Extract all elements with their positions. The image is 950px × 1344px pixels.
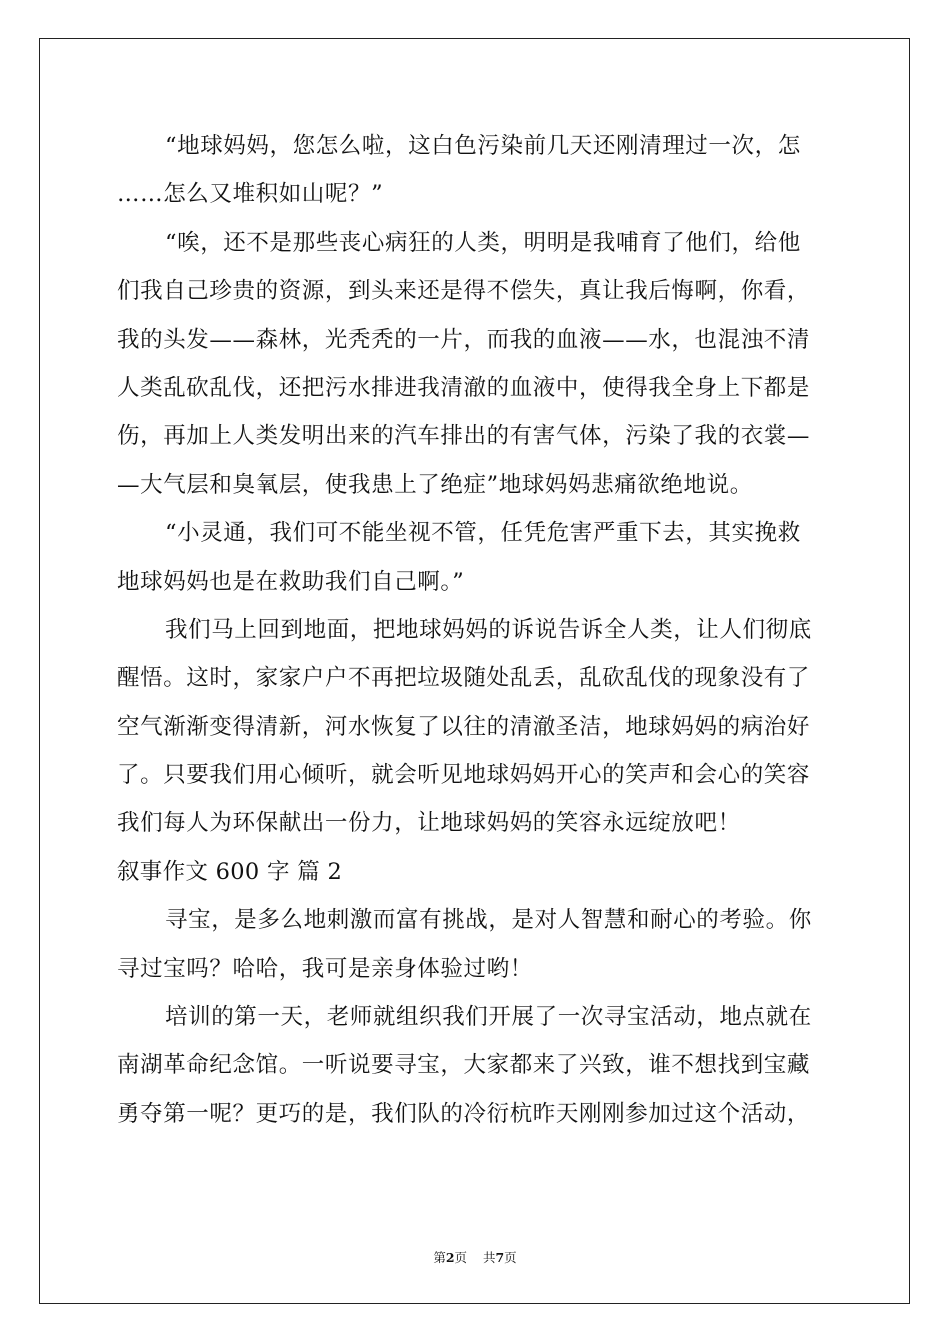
text-line: 寻宝，是多么地刺激而富有挑战，是对人智慧和耐心的考验。你 xyxy=(165,907,812,934)
text-line: —大气层和臭氧层，使我患上了绝症”地球妈妈悲痛欲绝地说。 xyxy=(117,471,753,498)
footer-page-number: 2 xyxy=(445,1250,455,1265)
footer-total-prefix: 共 xyxy=(482,1250,496,1265)
text-line: 寻过宝吗？哈哈，我可是亲身体验过哟！ xyxy=(117,955,533,982)
text-line: 我们每人为环保献出一份力，让地球妈妈的笑容永远绽放吧！ xyxy=(117,810,741,837)
text-line: 我们马上回到地面，把地球妈妈的诉说告诉全人类，让人们彻底 xyxy=(165,616,812,643)
text-line: ……怎么又堆积如山呢？” xyxy=(117,181,384,208)
text-line: 地球妈妈也是在救助我们自己啊。” xyxy=(117,568,465,595)
text-line: 南湖革命纪念馆。一听说要寻宝，大家都来了兴致，谁不想找到宝藏 xyxy=(117,1052,811,1079)
text-line: 伤，再加上人类发明出来的汽车排出的有害气体，污染了我的衣裳— xyxy=(117,423,811,450)
footer-prefix: 第 xyxy=(433,1250,446,1265)
footer-total-unit: 页 xyxy=(504,1250,517,1265)
text-line: 我的头发——森林，光秃秃的一片，而我的血液——水，也混浊不清 xyxy=(117,326,811,353)
text-line: 醒悟。这时，家家户户不再把垃圾随处乱丢，乱砍乱伐的现象没有了 xyxy=(117,665,811,692)
document-body xyxy=(117,131,835,1147)
text-line: 培训的第一天，老师就组织我们开展了一次寻宝活动，地点就在 xyxy=(165,1004,812,1031)
section-heading: 叙事作文 600 字 篇 2 xyxy=(117,858,343,885)
text-line: “地球妈妈，您怎么啦，这白色污染前几天还刚清理过一次，怎 xyxy=(165,133,801,159)
text-line: “唉，还不是那些丧心病狂的人类，明明是我哺育了他们，给他 xyxy=(165,229,801,256)
text-line: 们我自己珍贵的资源，到头来还是得不偿失，真让我后悔啊，你看， xyxy=(117,278,811,305)
footer-total-pages: 7 xyxy=(495,1250,505,1265)
footer-page-unit: 页 xyxy=(454,1250,468,1265)
text-line: 人类乱砍乱伐，还把污水排进我清澈的血液中，使得我全身上下都是 xyxy=(117,374,811,401)
text-line: 勇夺第一呢？更巧的是，我们队的冷衍杭昨天刚刚参加过这个活动， xyxy=(117,1100,811,1127)
text-line: 了。只要我们用心倾听，就会听见地球妈妈开心的笑声和会心的笑容 xyxy=(117,762,811,789)
text-line: “小灵通，我们可不能坐视不管，任凭危害严重下去，其实挽救 xyxy=(165,520,801,547)
text-line: 空气渐渐变得清新，河水恢复了以往的清澈圣洁，地球妈妈的病治好 xyxy=(117,713,811,740)
page-footer xyxy=(0,1248,950,1266)
